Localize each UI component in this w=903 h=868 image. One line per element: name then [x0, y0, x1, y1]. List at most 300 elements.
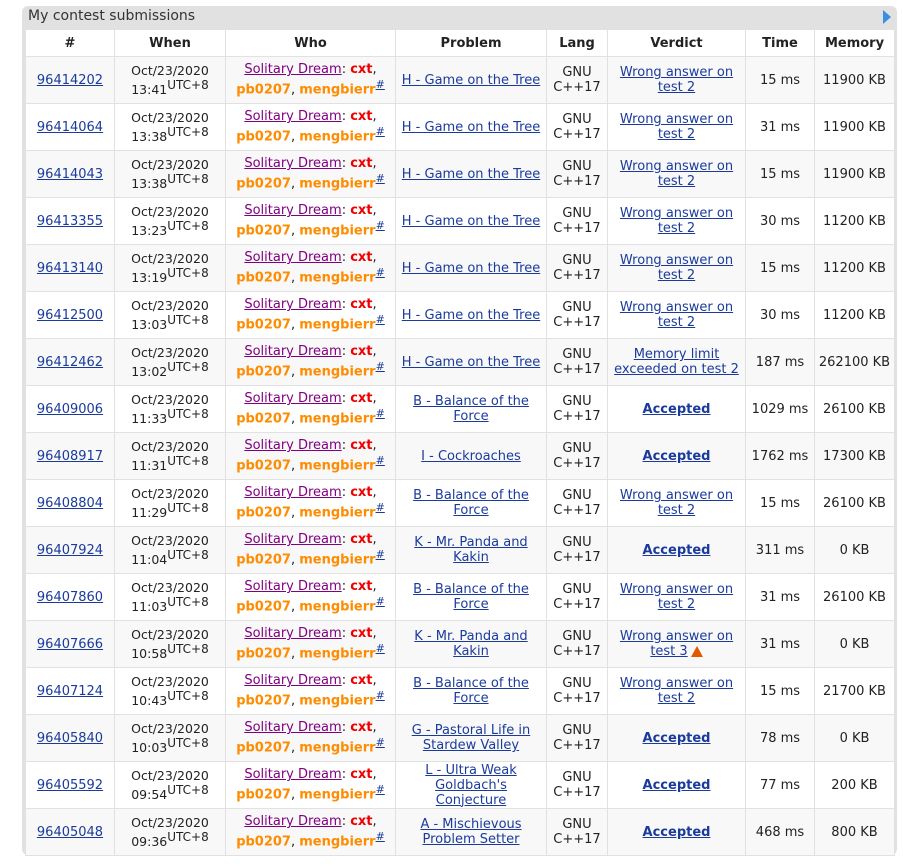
hash-link[interactable]: # [375, 783, 385, 797]
member-link[interactable]: cxt [350, 156, 373, 172]
who-cell [226, 292, 396, 339]
table-row [26, 621, 895, 668]
problem-cell [396, 809, 547, 856]
submission-id-cell [26, 809, 115, 856]
hash-link[interactable]: # [375, 454, 385, 468]
hash-link[interactable]: # [375, 313, 385, 327]
team-separator: : [341, 156, 351, 172]
member-link[interactable]: cxt [350, 297, 373, 313]
team-link[interactable]: Solitary Dream [244, 626, 342, 642]
member-separator: , [290, 552, 300, 568]
member-link[interactable]: cxt [350, 62, 373, 78]
submission-id-cell [26, 621, 115, 668]
problem-link[interactable] [421, 449, 521, 464]
team-link[interactable]: Solitary Dream [244, 62, 342, 78]
submission-time: 10:03 [131, 740, 168, 756]
submission-time: 10:43 [131, 693, 168, 709]
submission-date: Oct/23/2020 [131, 438, 209, 454]
lang-name: GNU [562, 676, 592, 691]
problem-link[interactable] [414, 629, 527, 659]
member-link[interactable]: pb0207 [236, 82, 291, 98]
submission-date: Oct/23/2020 [131, 720, 209, 736]
member-link[interactable]: cxt [350, 579, 373, 595]
lang-cell [547, 480, 608, 527]
who-cell [226, 433, 396, 480]
team-link[interactable]: Solitary Dream [244, 203, 342, 219]
team-separator: : [341, 720, 351, 736]
member-separator: , [290, 223, 300, 239]
member-link[interactable]: mengbierr [299, 270, 376, 286]
when-cell [115, 762, 226, 809]
hash-link[interactable]: # [375, 736, 385, 750]
verdict-line: test 2 [657, 597, 696, 612]
member-separator: , [290, 411, 300, 427]
problem-link[interactable] [412, 723, 531, 753]
problem-link[interactable] [402, 261, 540, 276]
time-cell: 468 ms [746, 809, 815, 856]
submission-id-link[interactable]: 96407666 [36, 636, 104, 652]
member-link[interactable]: mengbierr [299, 176, 376, 192]
member-link[interactable]: cxt [350, 203, 373, 219]
problem-name-line: H - Game on the Tree [401, 213, 541, 229]
problem-link[interactable] [413, 394, 529, 424]
verdict-link[interactable] [620, 488, 733, 518]
verdict-line: Wrong answer on [619, 65, 734, 80]
team-link[interactable]: Solitary Dream [244, 344, 342, 360]
submission-id-link[interactable]: 96407124 [36, 683, 104, 699]
member-link[interactable]: cxt [350, 344, 373, 360]
member-link[interactable]: mengbierr [299, 129, 376, 145]
submission-id-link[interactable]: 96407860 [36, 589, 104, 605]
lang-name: GNU [562, 723, 592, 738]
when-cell [115, 527, 226, 574]
lang-cell [547, 715, 608, 762]
submission-id-link[interactable]: 96413140 [36, 260, 104, 276]
member-separator: , [372, 297, 377, 313]
memory-cell: 26100 KB [815, 386, 895, 433]
expand-arrow-icon[interactable] [883, 10, 891, 24]
team-link[interactable]: Solitary Dream [244, 485, 342, 501]
team-link[interactable]: Solitary Dream [244, 250, 342, 266]
header-problem: Problem [396, 30, 547, 57]
problem-cell [396, 151, 547, 198]
member-link[interactable]: mengbierr [299, 223, 376, 239]
member-link[interactable]: pb0207 [236, 693, 291, 709]
problem-cell [396, 621, 547, 668]
timezone-label: UTC+8 [167, 171, 209, 186]
team-link[interactable]: Solitary Dream [244, 814, 342, 830]
table-row [26, 339, 895, 386]
member-link[interactable]: pb0207 [236, 129, 291, 145]
member-link[interactable]: pb0207 [236, 740, 291, 756]
verdict-cell [608, 292, 746, 339]
member-link[interactable]: pb0207 [236, 317, 291, 333]
hash-link[interactable]: # [375, 501, 385, 515]
verdict-link[interactable] [620, 676, 733, 706]
time-cell: 30 ms [746, 198, 815, 245]
time-cell: 31 ms [746, 104, 815, 151]
memory-cell: 11900 KB [815, 151, 895, 198]
submission-date: Oct/23/2020 [131, 485, 209, 501]
member-separator: , [372, 344, 377, 360]
lang-cell [547, 104, 608, 151]
verdict-line: test 2 [657, 80, 696, 95]
time-cell: 15 ms [746, 245, 815, 292]
lang-name: GNU [562, 347, 592, 362]
problem-name-line: L - Ultra Weak [425, 762, 517, 778]
lang-version: C++17 [553, 691, 601, 706]
submission-id-link[interactable]: 96414202 [36, 72, 104, 88]
team-link[interactable]: Solitary Dream [244, 391, 342, 407]
problem-name-line: G - Pastoral Life in [411, 723, 531, 738]
problem-link[interactable] [402, 167, 540, 182]
team-separator: : [341, 438, 351, 454]
member-link[interactable]: mengbierr [299, 740, 376, 756]
verdict-link[interactable] [620, 582, 733, 612]
team-separator: : [341, 579, 351, 595]
verdict-link[interactable] [620, 159, 733, 189]
header-when: When [115, 30, 226, 57]
member-link[interactable]: mengbierr [299, 505, 376, 521]
member-separator: , [372, 391, 377, 407]
timezone-label: UTC+8 [167, 547, 209, 562]
member-link[interactable]: pb0207 [236, 364, 291, 380]
submission-date: Oct/23/2020 [131, 156, 209, 172]
lang-version: C++17 [553, 644, 601, 659]
lang-name: GNU [562, 817, 592, 832]
verdict-accepted-link[interactable]: Accepted [642, 777, 711, 793]
member-link[interactable]: mengbierr [299, 364, 376, 380]
problem-name-line: H - Game on the Tree [401, 72, 541, 88]
who-cell [226, 809, 396, 856]
time-cell: 30 ms [746, 292, 815, 339]
problem-cell [396, 715, 547, 762]
problem-name-line: Stardew Valley [422, 738, 520, 753]
time-cell: 31 ms [746, 621, 815, 668]
who-cell [226, 57, 396, 104]
lang-name: GNU [562, 629, 592, 644]
problem-cell [396, 480, 547, 527]
team-link[interactable]: Solitary Dream [244, 297, 342, 313]
member-link[interactable]: pb0207 [236, 505, 291, 521]
problem-name-line: A - Mischievous [420, 817, 522, 832]
team-separator: : [341, 767, 351, 783]
team-separator: : [341, 485, 351, 501]
member-link[interactable]: pb0207 [236, 787, 291, 803]
team-link[interactable]: Solitary Dream [244, 438, 342, 454]
member-link[interactable]: mengbierr [299, 693, 376, 709]
who-cell [226, 386, 396, 433]
table-row [26, 480, 895, 527]
verdict-cell [608, 198, 746, 245]
timezone-label: UTC+8 [167, 453, 209, 468]
memory-cell: 0 KB [815, 715, 895, 762]
member-link[interactable]: mengbierr [299, 834, 376, 850]
member-separator: , [290, 505, 300, 521]
problem-cell [396, 245, 547, 292]
member-link[interactable]: cxt [350, 814, 373, 830]
problem-link[interactable] [413, 582, 529, 612]
member-separator: , [372, 485, 377, 501]
problem-name-line: Force [453, 409, 489, 424]
member-separator: , [372, 250, 377, 266]
timezone-label: UTC+8 [167, 500, 209, 515]
who-cell [226, 245, 396, 292]
member-link[interactable]: mengbierr [299, 82, 376, 98]
member-link[interactable]: pb0207 [236, 270, 291, 286]
lang-cell [547, 151, 608, 198]
lang-version: C++17 [553, 456, 601, 471]
lang-version: C++17 [553, 785, 601, 800]
member-separator: , [372, 109, 377, 125]
verdict-link[interactable] [620, 300, 733, 330]
verdict-line: test 2 [657, 315, 696, 330]
lang-cell [547, 574, 608, 621]
lang-version: C++17 [553, 362, 601, 377]
submission-id-link[interactable]: 96407924 [36, 542, 104, 558]
timezone-label: UTC+8 [167, 359, 209, 374]
memory-cell: 11200 KB [815, 292, 895, 339]
lang-version: C++17 [553, 174, 601, 189]
member-link[interactable]: cxt [350, 438, 373, 454]
problem-link[interactable] [413, 676, 529, 706]
member-link[interactable]: mengbierr [299, 458, 376, 474]
lang-version: C++17 [553, 268, 601, 283]
submission-time: 13:23 [131, 223, 168, 239]
hash-link[interactable]: # [375, 125, 385, 139]
table-row [26, 57, 895, 104]
submission-time: 11:31 [131, 458, 168, 474]
verdict-link[interactable] [620, 65, 733, 95]
member-link[interactable]: cxt [350, 109, 373, 125]
verdict-cell [608, 433, 746, 480]
member-separator: , [290, 834, 300, 850]
member-link[interactable]: pb0207 [236, 411, 291, 427]
problem-cell [396, 574, 547, 621]
verdict-line: test 2 [657, 174, 696, 189]
table-row [26, 151, 895, 198]
member-separator: , [372, 62, 377, 78]
verdict-line: Wrong answer on [619, 676, 734, 691]
team-link[interactable]: Solitary Dream [244, 720, 342, 736]
submission-id-link[interactable]: 96405592 [36, 777, 104, 793]
verdict-link[interactable] [614, 347, 739, 377]
header-who: Who [226, 30, 396, 57]
lang-version: C++17 [553, 738, 601, 753]
team-separator: : [341, 109, 351, 125]
submission-id-link[interactable]: 96414043 [36, 166, 104, 182]
submission-date: Oct/23/2020 [131, 391, 209, 407]
problem-name-line: K - Mr. Panda and [414, 629, 528, 644]
hash-link[interactable]: # [375, 595, 385, 609]
submission-time: 13:38 [131, 176, 168, 192]
hash-link[interactable]: # [375, 266, 385, 280]
memory-cell: 11200 KB [815, 245, 895, 292]
verdict-line: Wrong answer on [619, 112, 734, 127]
member-separator: , [290, 740, 300, 756]
hash-link[interactable]: # [375, 830, 385, 844]
hash-link[interactable]: # [375, 407, 385, 421]
member-link[interactable]: cxt [350, 485, 373, 501]
verdict-accepted-link[interactable]: Accepted [642, 542, 711, 558]
member-link[interactable]: pb0207 [236, 834, 291, 850]
member-link[interactable]: mengbierr [299, 599, 376, 615]
member-link[interactable]: mengbierr [299, 317, 376, 333]
verdict-accepted-link[interactable]: Accepted [642, 730, 711, 746]
problem-name-line: B - Balance of the [413, 394, 529, 409]
verdict-line: Wrong answer on [619, 300, 734, 315]
submission-id-cell [26, 292, 115, 339]
timezone-label: UTC+8 [167, 688, 209, 703]
when-cell [115, 57, 226, 104]
verdict-line: test 3 [650, 644, 688, 659]
team-link[interactable]: Solitary Dream [244, 767, 342, 783]
lang-version: C++17 [553, 127, 601, 142]
submission-time: 11:03 [131, 599, 168, 615]
member-link[interactable]: cxt [350, 391, 373, 407]
submission-id-cell [26, 104, 115, 151]
hash-link[interactable]: # [375, 548, 385, 562]
problem-link[interactable] [414, 535, 527, 565]
member-separator: , [372, 673, 377, 689]
problem-name-line: H - Game on the Tree [401, 307, 541, 323]
time-cell: 15 ms [746, 480, 815, 527]
hash-link[interactable]: # [375, 642, 385, 656]
team-separator: : [341, 62, 351, 78]
table-row [26, 668, 895, 715]
problem-link[interactable] [402, 73, 540, 88]
submission-time: 13:03 [131, 317, 168, 333]
member-separator: , [290, 646, 300, 662]
member-link[interactable]: pb0207 [236, 552, 291, 568]
submission-id-link[interactable]: 96412462 [36, 354, 104, 370]
table-row [26, 386, 895, 433]
verdict-cell [608, 762, 746, 809]
hash-link[interactable]: # [375, 360, 385, 374]
member-separator: , [372, 203, 377, 219]
member-link[interactable]: pb0207 [236, 646, 291, 662]
verdict-accepted-link[interactable]: Accepted [642, 448, 711, 464]
verdict-line: test 2 [657, 691, 696, 706]
verdict-link[interactable] [620, 253, 733, 283]
submission-id-link[interactable]: 96409006 [36, 401, 104, 417]
timezone-label: UTC+8 [167, 782, 209, 797]
submission-id-link[interactable]: 96413355 [36, 213, 104, 229]
lang-name: GNU [562, 770, 592, 785]
member-link[interactable]: cxt [350, 673, 373, 689]
submission-id-link[interactable]: 96408917 [36, 448, 104, 464]
verdict-cell [608, 480, 746, 527]
table-row [26, 762, 895, 809]
verdict-accepted-link[interactable]: Accepted [642, 401, 711, 417]
submission-id-link[interactable]: 96405840 [36, 730, 104, 746]
member-link[interactable]: mengbierr [299, 787, 376, 803]
problem-cell [396, 57, 547, 104]
verdict-cell [608, 386, 746, 433]
submission-id-link[interactable]: 96405048 [36, 824, 104, 840]
problem-link[interactable] [402, 120, 540, 135]
hash-link[interactable]: # [375, 219, 385, 233]
lang-name: GNU [562, 488, 592, 503]
team-link[interactable]: Solitary Dream [244, 579, 342, 595]
table-row [26, 198, 895, 245]
memory-cell: 0 KB [815, 527, 895, 574]
problem-link[interactable] [402, 214, 540, 229]
who-cell [226, 668, 396, 715]
verdict-accepted-link[interactable]: Accepted [642, 824, 711, 840]
team-link[interactable]: Solitary Dream [244, 109, 342, 125]
when-cell [115, 715, 226, 762]
problem-link[interactable] [413, 488, 529, 518]
member-link[interactable]: cxt [350, 250, 373, 266]
team-link[interactable]: Solitary Dream [244, 673, 342, 689]
submission-id-link[interactable]: 96408804 [36, 495, 104, 511]
team-link[interactable]: Solitary Dream [244, 532, 342, 548]
lang-version: C++17 [553, 832, 601, 847]
member-link[interactable]: cxt [350, 767, 373, 783]
verdict-line: Wrong answer on [619, 253, 734, 268]
problem-link[interactable] [420, 817, 521, 847]
member-link[interactable]: cxt [350, 626, 373, 642]
member-link[interactable]: cxt [350, 532, 373, 548]
team-link[interactable]: Solitary Dream [244, 156, 342, 172]
submission-id-link[interactable]: 96414064 [36, 119, 104, 135]
problem-name-line: H - Game on the Tree [401, 354, 541, 370]
member-link[interactable]: pb0207 [236, 458, 291, 474]
hash-link[interactable]: # [375, 689, 385, 703]
member-link[interactable]: mengbierr [299, 552, 376, 568]
member-separator: , [290, 270, 300, 286]
verdict-cell [608, 527, 746, 574]
memory-cell: 11900 KB [815, 57, 895, 104]
member-link[interactable]: pb0207 [236, 599, 291, 615]
verdict-link[interactable] [620, 112, 733, 142]
member-separator: , [290, 693, 300, 709]
member-link[interactable]: mengbierr [299, 646, 376, 662]
submission-id-link[interactable]: 96412500 [36, 307, 104, 323]
verdict-link[interactable] [620, 629, 733, 659]
verdict-link[interactable] [620, 206, 733, 236]
submission-id-cell [26, 715, 115, 762]
who-cell [226, 621, 396, 668]
when-cell [115, 104, 226, 151]
submission-time: 11:29 [131, 505, 168, 521]
problem-name-line: Goldbach's Conjecture [435, 777, 507, 808]
submission-id-cell [26, 574, 115, 621]
memory-cell: 17300 KB [815, 433, 895, 480]
verdict-line: Memory limit [633, 347, 720, 362]
member-link[interactable]: pb0207 [236, 176, 291, 192]
memory-cell: 200 KB [815, 762, 895, 809]
who-cell [226, 574, 396, 621]
hash-link[interactable]: # [375, 78, 385, 92]
header-time: Time [746, 30, 815, 57]
hash-link[interactable]: # [375, 172, 385, 186]
submission-time: 13:02 [131, 364, 168, 380]
header-id: # [26, 30, 115, 57]
member-link[interactable]: cxt [350, 720, 373, 736]
problem-name-line: Force [453, 691, 489, 706]
lang-cell [547, 762, 608, 809]
member-link[interactable]: pb0207 [236, 223, 291, 239]
table-row [26, 574, 895, 621]
member-link[interactable]: mengbierr [299, 411, 376, 427]
problem-link[interactable] [402, 355, 540, 370]
member-separator: , [372, 767, 377, 783]
problem-link[interactable] [402, 308, 540, 323]
problem-link[interactable] [425, 763, 516, 808]
header-memory: Memory [815, 30, 895, 57]
